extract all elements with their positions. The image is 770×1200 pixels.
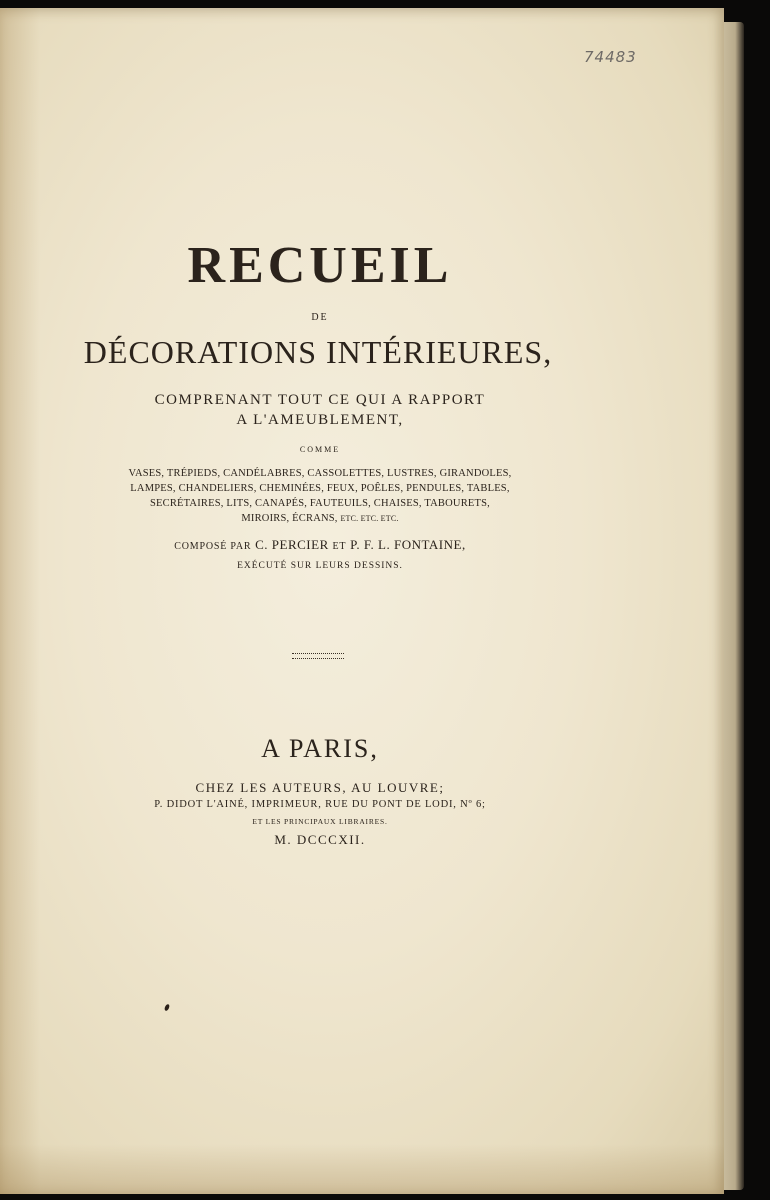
- imprint-line-3: ET LES PRINCIPAUX LIBRAIRES.: [252, 817, 388, 826]
- shelfmark-handwritten: 74483: [584, 48, 637, 66]
- author-prefix: COMPOSÉ PAR: [174, 541, 252, 552]
- imprint-line-2: P. DIDOT L'AINÉ, IMPRIMEUR, RUE DU PONT DE LODI, Nº 6;: [154, 799, 486, 810]
- subtitle-line-1: COMPRENANT TOUT CE QUI A RAPPORT: [154, 392, 486, 408]
- imprint-year: M. DCCCXII.: [274, 832, 366, 847]
- item-list-line: [122, 511, 518, 526]
- divider-ornament: [292, 653, 344, 659]
- author-joiner: ET: [332, 541, 347, 552]
- book-subtitle: DÉCORATIONS INTÉRIEURES,: [83, 334, 553, 370]
- page-stain-left: [0, 8, 40, 1194]
- item-list-line: LAMPES, CHANDELIERS, CHEMINÉES, FEUX, POÊLES, PENDULES, TABLES,: [130, 483, 510, 494]
- item-list-last: MIROIRS, ÉCRANS,: [241, 513, 338, 524]
- subtitle-line-2: A L'AMEUBLEMENT,: [236, 412, 404, 428]
- page-stain-bottom: [0, 1144, 724, 1194]
- book-title: RECUEIL: [187, 237, 453, 294]
- item-list-etc: ETC. ETC. ETC.: [340, 514, 399, 523]
- item-list-line: VASES, TRÉPIEDS, CANDÉLABRES, CASSOLETTES, LUSTRES, GIRANDOLES,: [128, 468, 512, 479]
- imprint-place: A PARIS,: [261, 734, 379, 763]
- author-name-fontaine: P. F. L. FONTAINE,: [350, 537, 466, 552]
- item-list: [122, 466, 518, 526]
- title-connector: DE: [311, 312, 329, 323]
- comme-label: COMME: [299, 445, 341, 454]
- ink-speck: [164, 1003, 171, 1011]
- item-list-line: SECRÉTAIRES, LITS, CANAPÉS, FAUTEUILS, CHAISES, TABOURETS,: [149, 498, 491, 509]
- author-name-percier: C. PERCIER: [255, 537, 329, 552]
- executed-line: EXÉCUTÉ SUR LEURS DESSINS.: [237, 561, 403, 571]
- title-page: [0, 8, 724, 1194]
- author-line: [0, 537, 640, 553]
- imprint-line-1: CHEZ LES AUTEURS, AU LOUVRE;: [195, 780, 445, 795]
